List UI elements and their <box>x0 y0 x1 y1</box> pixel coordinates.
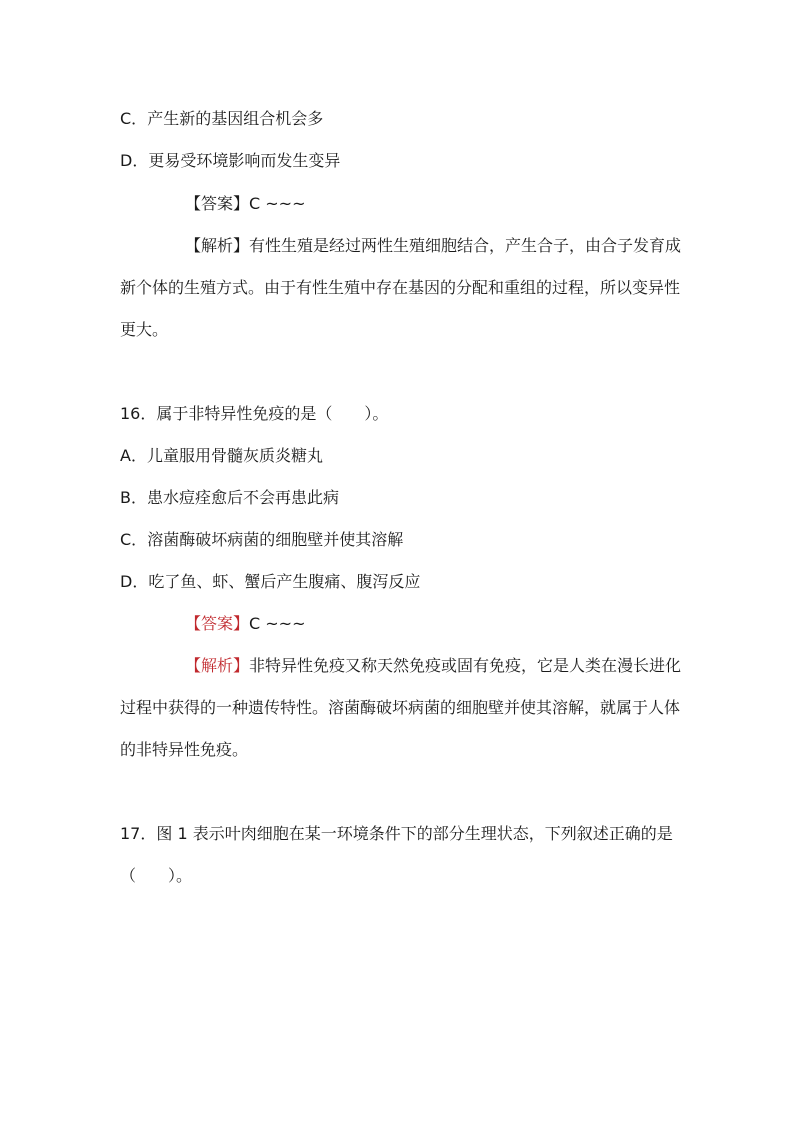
analysis-label: 【解析】 <box>185 656 250 675</box>
option-text: 产生新的基因组合机会多 <box>147 109 324 128</box>
option-letter: A <box>120 446 131 465</box>
option-separator: ． <box>132 572 149 591</box>
answer-value: C ~~~ <box>249 194 306 213</box>
option-separator: ． <box>132 151 149 170</box>
q16-analysis-line-3: 的非特异性免疫。 <box>120 740 249 759</box>
analysis-line-3: 更大。 <box>120 320 169 339</box>
q16-option-a <box>120 446 323 466</box>
option-separator: ． <box>131 530 148 549</box>
q16-option-c <box>120 530 403 550</box>
answer-label: 【答案】 <box>185 614 250 633</box>
q16-option-d <box>120 572 420 592</box>
option-letter: C <box>120 530 132 549</box>
q16-option-b <box>120 488 339 508</box>
option-text: 儿童服用骨髓灰质炎糖丸 <box>146 446 323 465</box>
option-letter: C <box>120 109 132 128</box>
q16-analysis-line-2: 过程中获得的一种遗传特性。溶菌酶破坏病菌的细胞壁并使其溶解，就属于人体 <box>120 698 681 717</box>
option-letter: B <box>120 488 131 507</box>
q16-answer-line <box>185 614 306 634</box>
option-text: 吃了鱼、虾、蟹后产生腹痛、腹泻反应 <box>148 572 421 591</box>
answer-value: C ~~~ <box>249 614 306 633</box>
option-text: 溶菌酶破坏病菌的细胞壁并使其溶解 <box>147 530 404 549</box>
option-letter: D <box>120 572 133 591</box>
option-letter: D <box>120 151 133 170</box>
option-c <box>120 109 323 129</box>
analysis-text: 有性生殖是经过两性生殖细胞结合，产生合子，由合子发育成 <box>249 236 682 255</box>
question-17-stem-line-2: （ ）。 <box>120 866 193 885</box>
question-17-stem-line-1: 17．图 1 表示叶肉细胞在某一环境条件下的部分生理状态，下列叙述正确的是 <box>120 824 673 843</box>
question-16-stem: 16．属于非特异性免疫的是（ ）。 <box>120 404 389 423</box>
answer-label: 【答案】 <box>185 194 250 213</box>
analysis-line-2: 新个体的生殖方式。由于有性生殖中存在基因的分配和重组的过程，所以变异性 <box>120 278 681 297</box>
option-separator: ． <box>130 488 147 507</box>
option-d <box>120 151 340 171</box>
option-text: 患水痘痊愈后不会再患此病 <box>147 488 340 507</box>
analysis-label: 【解析】 <box>185 236 250 255</box>
answer-line <box>185 194 306 214</box>
analysis-text: 非特异性免疫又称天然免疫或固有免疫，它是人类在漫长进化 <box>249 656 682 675</box>
option-separator: ． <box>131 109 148 128</box>
option-separator: ． <box>130 446 147 465</box>
analysis-line-1 <box>185 236 681 256</box>
option-text: 更易受环境影响而发生变异 <box>148 151 341 170</box>
q16-analysis-line-1 <box>185 656 681 676</box>
